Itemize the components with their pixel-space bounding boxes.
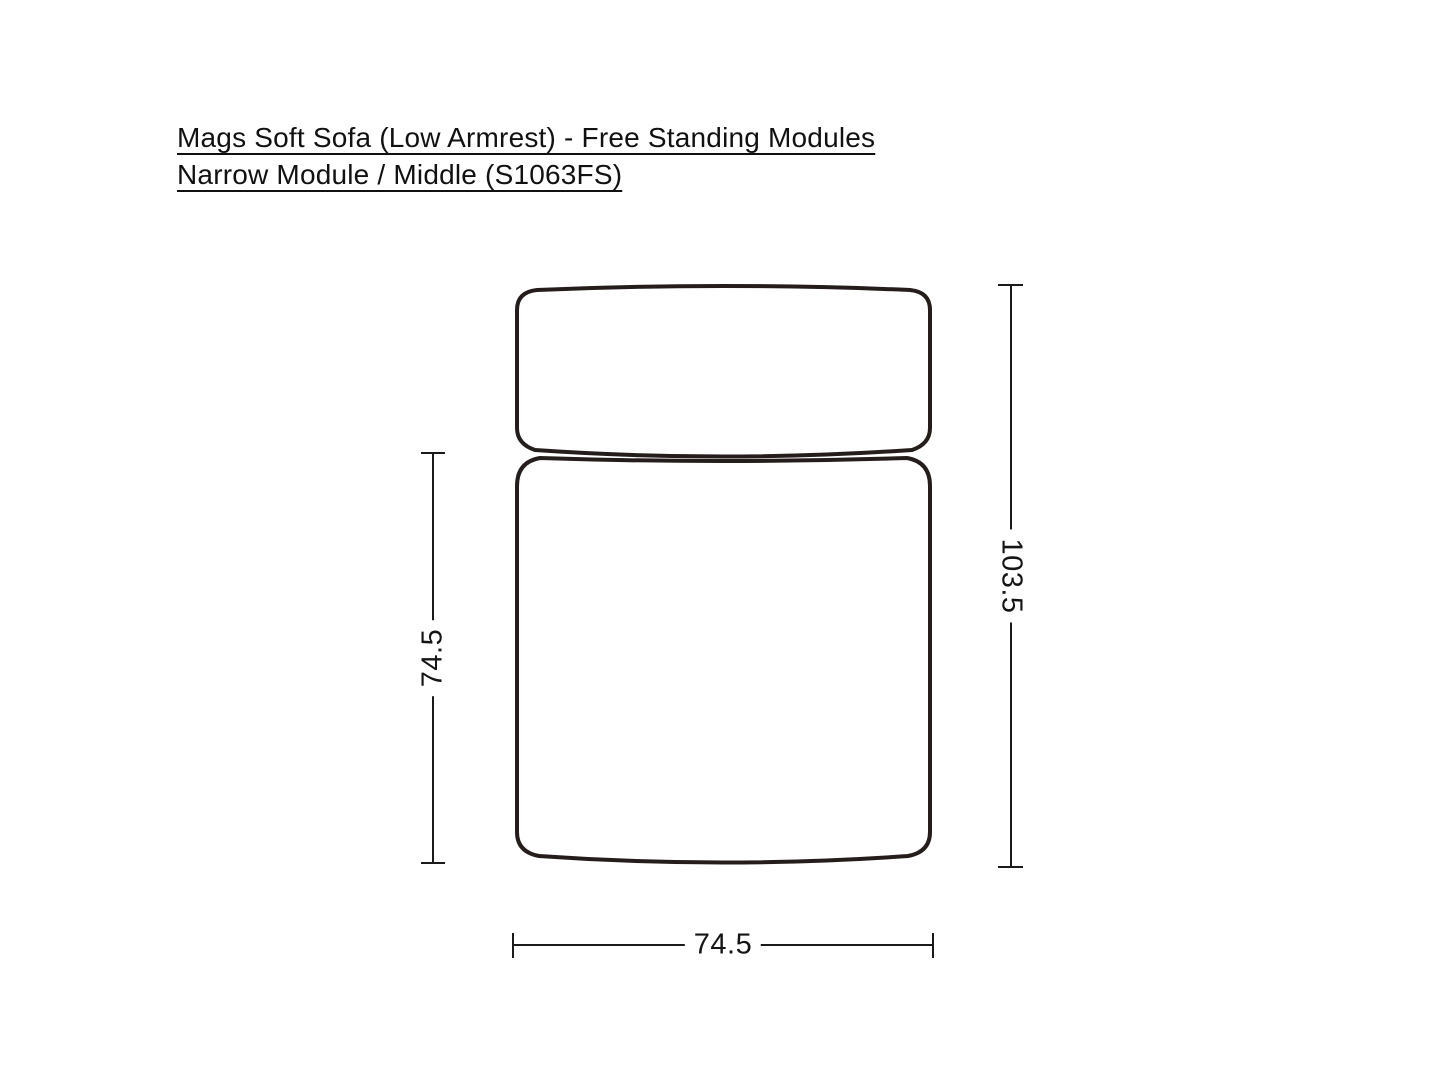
backrest-outline xyxy=(517,286,930,457)
module-name-text: Narrow Module / Middle (S1063FS) xyxy=(177,159,623,190)
overall-depth-label: 103.5 xyxy=(993,529,1030,622)
module-outline xyxy=(517,286,930,863)
dimension-lines xyxy=(421,285,1023,958)
seat-depth-label: 74.5 xyxy=(415,620,452,696)
product-name-text: Mags Soft Sofa (Low Armrest) - Free Standing Modules xyxy=(177,122,876,153)
seat-outline xyxy=(517,458,930,863)
overall-width-label: 74.5 xyxy=(685,927,761,964)
